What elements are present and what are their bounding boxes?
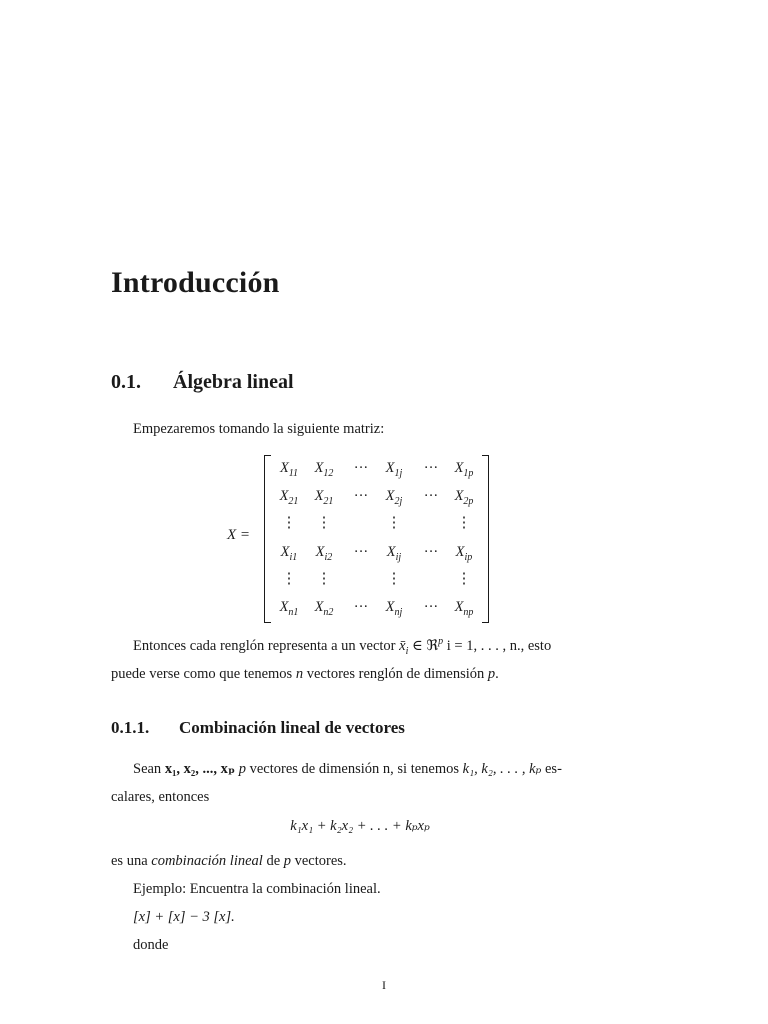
matrix-cell: $X_{n2}$ [314,599,334,618]
var-p: p [283,853,291,869]
matrix-cell: $X_{i2}$ [315,544,333,563]
paragraph-sean-line2: calares, entonces [111,789,210,805]
section-title: Álgebra lineal [173,371,294,393]
text: es una [111,853,152,869]
subsection-heading [111,718,405,738]
matrix-cell: $X_{2j}$ [385,488,403,507]
matrix-right-bracket [482,455,489,623]
text: . [495,666,499,682]
text: es- [541,761,562,777]
matrix-cell: ⋮ [386,571,402,587]
matrix-cell: $X_{n1}$ [279,599,299,618]
matrix-cell: ··· [353,460,369,476]
matrix-cell: $X_{11}$ [279,460,299,479]
subsection-number: 0.1.1. [111,718,150,737]
matrix-cell: $X_{ij}$ [386,544,402,563]
matrix-cell: ⋮ [281,571,297,587]
example-line: Ejemplo: Encuentra la combinación lineal. [133,881,381,897]
linear-combination-formula: k₁x₁ + k₂x₂ + . . . + kₚxₚ [290,818,430,834]
matrix-left-bracket [264,455,271,623]
matrix-cell: $X_{21}$ [314,488,334,507]
var-n: n [295,666,304,682]
text: Entonces cada renglón representa a un vector [133,638,400,654]
matrix-equation [227,455,497,623]
matrix-cell: $X_{21}$ [279,488,299,507]
section-heading [111,371,294,394]
intro-paragraph: Empezaremos tomando la siguiente matriz: [133,421,385,437]
paragraph-sean-line1 [133,755,562,783]
vector-list: x₁, x₂, ..., xₚ [164,761,236,777]
matrix-cell: ··· [423,599,439,615]
p-superscript: p [438,636,444,648]
matrix-cell: ⋮ [316,571,332,587]
matrix-cell: $X_{ip}$ [455,544,473,563]
matrix-cell: $X_{nj}$ [385,599,403,618]
emphasis: combinación lineal [151,853,263,869]
var-p: p [487,666,496,682]
matrix-cell: ··· [353,599,369,615]
element-of: ∈ ℜ [408,638,439,654]
text: de [262,853,284,869]
matrix-cell: $X_{i1}$ [280,544,298,563]
donde-line: donde [133,937,169,953]
text: vectores renglón de dimensión [303,666,488,682]
xbar-subscript: i [405,645,409,657]
paragraph-rows-line1 [133,632,551,660]
example-expression: [x] + [x] − 3 [x]. [133,909,235,925]
page-number: I [382,978,386,992]
matrix-cell: ··· [423,488,439,504]
matrix-cell: ⋮ [281,515,297,531]
matrix-cell: ⋮ [316,515,332,531]
xbar: x̄ [399,638,406,654]
index-range: i = 1, . . . , n., esto [443,638,552,654]
section-number: 0.1. [111,371,141,393]
matrix-cell: $X_{1j}$ [385,460,403,479]
matrix-cell: ··· [423,544,439,560]
paragraph-rows-line2 [111,660,499,688]
matrix-cell: ··· [423,460,439,476]
matrix-cell: ··· [353,544,369,560]
text: puede verse como que tenemos [111,666,296,682]
matrix-cell: $X_{np}$ [454,599,474,618]
paragraph-definition [111,847,347,875]
text: Sean [133,761,165,777]
scalar-list: k₁, k₂, . . . , kₚ [462,761,542,777]
chapter-title: Introducción [111,266,280,299]
text: vectores de dimensión n, si tenemos [246,761,463,777]
matrix-cell: $X_{12}$ [314,460,334,479]
subsection-title: Combinación lineal de vectores [179,718,405,737]
matrix-cell: $X_{2p}$ [454,488,474,507]
matrix-cell: ⋮ [456,515,472,531]
matrix-cell: ⋮ [386,515,402,531]
var-p: p [238,761,246,777]
matrix-cell: $X_{1p}$ [454,460,474,479]
matrix-cell: ⋮ [456,571,472,587]
text: vectores. [291,853,347,869]
matrix-cell: ··· [353,488,369,504]
matrix-lhs: X = [227,527,251,543]
